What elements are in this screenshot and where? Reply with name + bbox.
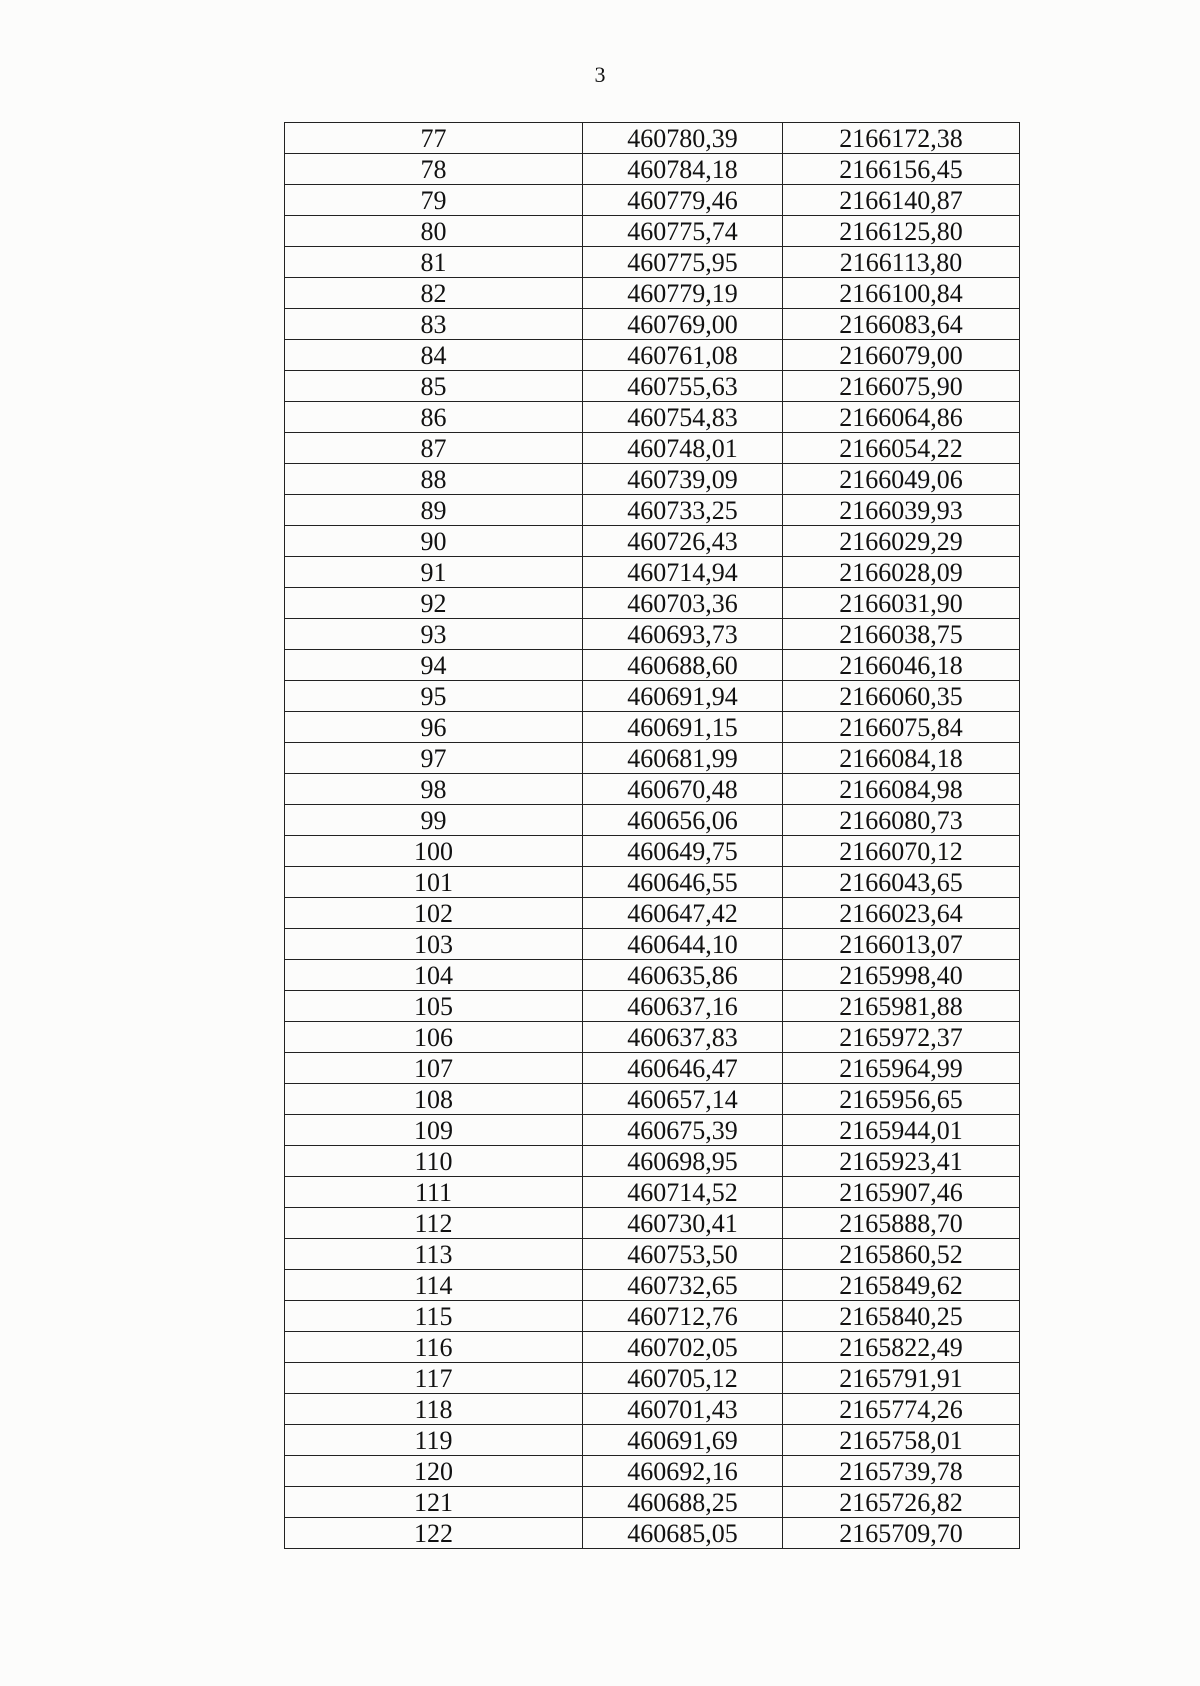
x-coordinate-cell: 460649,75 — [583, 836, 783, 867]
y-coordinate-cell: 2166083,64 — [783, 309, 1020, 340]
y-coordinate-cell: 2165774,26 — [783, 1394, 1020, 1425]
y-coordinate-cell: 2165791,91 — [783, 1363, 1020, 1394]
table-row — [285, 340, 1020, 371]
point-number-cell: 94 — [285, 650, 583, 681]
point-number-cell: 103 — [285, 929, 583, 960]
table-row — [285, 712, 1020, 743]
table-row — [285, 805, 1020, 836]
x-coordinate-cell: 460670,48 — [583, 774, 783, 805]
x-coordinate-cell: 460769,00 — [583, 309, 783, 340]
point-number-cell: 104 — [285, 960, 583, 991]
x-coordinate-cell: 460730,41 — [583, 1208, 783, 1239]
point-number-cell: 108 — [285, 1084, 583, 1115]
table-row — [285, 774, 1020, 805]
table-row — [285, 1239, 1020, 1270]
table-row — [285, 743, 1020, 774]
table-row — [285, 1208, 1020, 1239]
y-coordinate-cell: 2166049,06 — [783, 464, 1020, 495]
x-coordinate-cell: 460646,47 — [583, 1053, 783, 1084]
coordinates-table — [284, 122, 1020, 1549]
y-coordinate-cell: 2166038,75 — [783, 619, 1020, 650]
y-coordinate-cell: 2166100,84 — [783, 278, 1020, 309]
table-row — [285, 154, 1020, 185]
y-coordinate-cell: 2166075,84 — [783, 712, 1020, 743]
point-number-cell: 102 — [285, 898, 583, 929]
point-number-cell: 86 — [285, 402, 583, 433]
y-coordinate-cell: 2166080,73 — [783, 805, 1020, 836]
point-number-cell: 83 — [285, 309, 583, 340]
point-number-cell: 116 — [285, 1332, 583, 1363]
table-row — [285, 1146, 1020, 1177]
table-row — [285, 1363, 1020, 1394]
x-coordinate-cell: 460656,06 — [583, 805, 783, 836]
x-coordinate-cell: 460754,83 — [583, 402, 783, 433]
point-number-cell: 95 — [285, 681, 583, 712]
y-coordinate-cell: 2166023,64 — [783, 898, 1020, 929]
point-number-cell: 93 — [285, 619, 583, 650]
point-number-cell: 120 — [285, 1456, 583, 1487]
point-number-cell: 107 — [285, 1053, 583, 1084]
point-number-cell: 81 — [285, 247, 583, 278]
table-row — [285, 464, 1020, 495]
table-row — [285, 898, 1020, 929]
x-coordinate-cell: 460703,36 — [583, 588, 783, 619]
table-row — [285, 1301, 1020, 1332]
x-coordinate-cell: 460688,60 — [583, 650, 783, 681]
y-coordinate-cell: 2166039,93 — [783, 495, 1020, 526]
y-coordinate-cell: 2165972,37 — [783, 1022, 1020, 1053]
x-coordinate-cell: 460644,10 — [583, 929, 783, 960]
table-row — [285, 247, 1020, 278]
x-coordinate-cell: 460761,08 — [583, 340, 783, 371]
point-number-cell: 88 — [285, 464, 583, 495]
table-row — [285, 1518, 1020, 1549]
y-coordinate-cell: 2166043,65 — [783, 867, 1020, 898]
point-number-cell: 122 — [285, 1518, 583, 1549]
point-number-cell: 96 — [285, 712, 583, 743]
y-coordinate-cell: 2166084,18 — [783, 743, 1020, 774]
coordinates-table-body — [285, 123, 1020, 1549]
x-coordinate-cell: 460753,50 — [583, 1239, 783, 1270]
table-row — [285, 495, 1020, 526]
y-coordinate-cell: 2165758,01 — [783, 1425, 1020, 1456]
table-row — [285, 1115, 1020, 1146]
table-row — [285, 1332, 1020, 1363]
y-coordinate-cell: 2166084,98 — [783, 774, 1020, 805]
x-coordinate-cell: 460637,83 — [583, 1022, 783, 1053]
x-coordinate-cell: 460780,39 — [583, 123, 783, 154]
x-coordinate-cell: 460714,94 — [583, 557, 783, 588]
y-coordinate-cell: 2166172,38 — [783, 123, 1020, 154]
table-row — [285, 650, 1020, 681]
table-row — [285, 402, 1020, 433]
table-row — [285, 1022, 1020, 1053]
point-number-cell: 114 — [285, 1270, 583, 1301]
x-coordinate-cell: 460705,12 — [583, 1363, 783, 1394]
x-coordinate-cell: 460779,19 — [583, 278, 783, 309]
point-number-cell: 90 — [285, 526, 583, 557]
x-coordinate-cell: 460702,05 — [583, 1332, 783, 1363]
x-coordinate-cell: 460681,99 — [583, 743, 783, 774]
x-coordinate-cell: 460688,25 — [583, 1487, 783, 1518]
point-number-cell: 105 — [285, 991, 583, 1022]
point-number-cell: 106 — [285, 1022, 583, 1053]
point-number-cell: 78 — [285, 154, 583, 185]
y-coordinate-cell: 2165739,78 — [783, 1456, 1020, 1487]
point-number-cell: 117 — [285, 1363, 583, 1394]
table-row — [285, 1425, 1020, 1456]
table-row — [285, 216, 1020, 247]
table-row — [285, 1456, 1020, 1487]
x-coordinate-cell: 460647,42 — [583, 898, 783, 929]
point-number-cell: 92 — [285, 588, 583, 619]
x-coordinate-cell: 460748,01 — [583, 433, 783, 464]
x-coordinate-cell: 460675,39 — [583, 1115, 783, 1146]
y-coordinate-cell: 2166029,29 — [783, 526, 1020, 557]
x-coordinate-cell: 460698,95 — [583, 1146, 783, 1177]
y-coordinate-cell: 2165822,49 — [783, 1332, 1020, 1363]
y-coordinate-cell: 2166070,12 — [783, 836, 1020, 867]
y-coordinate-cell: 2165849,62 — [783, 1270, 1020, 1301]
point-number-cell: 82 — [285, 278, 583, 309]
y-coordinate-cell: 2165956,65 — [783, 1084, 1020, 1115]
y-coordinate-cell: 2166113,80 — [783, 247, 1020, 278]
y-coordinate-cell: 2166075,90 — [783, 371, 1020, 402]
y-coordinate-cell: 2165709,70 — [783, 1518, 1020, 1549]
point-number-cell: 99 — [285, 805, 583, 836]
y-coordinate-cell: 2165944,01 — [783, 1115, 1020, 1146]
x-coordinate-cell: 460733,25 — [583, 495, 783, 526]
point-number-cell: 85 — [285, 371, 583, 402]
table-row — [285, 681, 1020, 712]
table-row — [285, 960, 1020, 991]
x-coordinate-cell: 460692,16 — [583, 1456, 783, 1487]
table-row — [285, 526, 1020, 557]
table-row — [285, 1053, 1020, 1084]
table-row — [285, 371, 1020, 402]
point-number-cell: 100 — [285, 836, 583, 867]
y-coordinate-cell: 2165860,52 — [783, 1239, 1020, 1270]
table-row — [285, 991, 1020, 1022]
x-coordinate-cell: 460732,65 — [583, 1270, 783, 1301]
point-number-cell: 112 — [285, 1208, 583, 1239]
point-number-cell: 111 — [285, 1177, 583, 1208]
x-coordinate-cell: 460701,43 — [583, 1394, 783, 1425]
x-coordinate-cell: 460712,76 — [583, 1301, 783, 1332]
table-row — [285, 433, 1020, 464]
table-row — [285, 619, 1020, 650]
point-number-cell: 109 — [285, 1115, 583, 1146]
point-number-cell: 97 — [285, 743, 583, 774]
table-row — [285, 1394, 1020, 1425]
y-coordinate-cell: 2166054,22 — [783, 433, 1020, 464]
table-row — [285, 929, 1020, 960]
x-coordinate-cell: 460691,69 — [583, 1425, 783, 1456]
table-row — [285, 1270, 1020, 1301]
point-number-cell: 84 — [285, 340, 583, 371]
point-number-cell: 80 — [285, 216, 583, 247]
x-coordinate-cell: 460657,14 — [583, 1084, 783, 1115]
y-coordinate-cell: 2166079,00 — [783, 340, 1020, 371]
y-coordinate-cell: 2166064,86 — [783, 402, 1020, 433]
point-number-cell: 98 — [285, 774, 583, 805]
point-number-cell: 118 — [285, 1394, 583, 1425]
point-number-cell: 91 — [285, 557, 583, 588]
table-row — [285, 1177, 1020, 1208]
y-coordinate-cell: 2165998,40 — [783, 960, 1020, 991]
table-row — [285, 278, 1020, 309]
x-coordinate-cell: 460635,86 — [583, 960, 783, 991]
page-number: 3 — [594, 62, 606, 87]
y-coordinate-cell: 2165840,25 — [783, 1301, 1020, 1332]
point-number-cell: 101 — [285, 867, 583, 898]
point-number-cell: 115 — [285, 1301, 583, 1332]
y-coordinate-cell: 2166013,07 — [783, 929, 1020, 960]
x-coordinate-cell: 460784,18 — [583, 154, 783, 185]
x-coordinate-cell: 460646,55 — [583, 867, 783, 898]
x-coordinate-cell: 460775,95 — [583, 247, 783, 278]
y-coordinate-cell: 2166028,09 — [783, 557, 1020, 588]
table-row — [285, 836, 1020, 867]
x-coordinate-cell: 460693,73 — [583, 619, 783, 650]
x-coordinate-cell: 460691,15 — [583, 712, 783, 743]
x-coordinate-cell: 460691,94 — [583, 681, 783, 712]
y-coordinate-cell: 2165888,70 — [783, 1208, 1020, 1239]
x-coordinate-cell: 460775,74 — [583, 216, 783, 247]
table-row — [285, 185, 1020, 216]
table-row — [285, 557, 1020, 588]
x-coordinate-cell: 460779,46 — [583, 185, 783, 216]
point-number-cell: 79 — [285, 185, 583, 216]
y-coordinate-cell: 2166156,45 — [783, 154, 1020, 185]
x-coordinate-cell: 460685,05 — [583, 1518, 783, 1549]
point-number-cell: 110 — [285, 1146, 583, 1177]
y-coordinate-cell: 2166125,80 — [783, 216, 1020, 247]
y-coordinate-cell: 2165964,99 — [783, 1053, 1020, 1084]
x-coordinate-cell: 460726,43 — [583, 526, 783, 557]
x-coordinate-cell: 460739,09 — [583, 464, 783, 495]
table-row — [285, 309, 1020, 340]
point-number-cell: 87 — [285, 433, 583, 464]
y-coordinate-cell: 2165923,41 — [783, 1146, 1020, 1177]
y-coordinate-cell: 2165907,46 — [783, 1177, 1020, 1208]
table-row — [285, 123, 1020, 154]
y-coordinate-cell: 2166060,35 — [783, 681, 1020, 712]
table-row — [285, 1084, 1020, 1115]
table-row — [285, 867, 1020, 898]
y-coordinate-cell: 2166046,18 — [783, 650, 1020, 681]
y-coordinate-cell: 2165726,82 — [783, 1487, 1020, 1518]
point-number-cell: 113 — [285, 1239, 583, 1270]
table-row — [285, 588, 1020, 619]
table-row — [285, 1487, 1020, 1518]
y-coordinate-cell: 2165981,88 — [783, 991, 1020, 1022]
y-coordinate-cell: 2166031,90 — [783, 588, 1020, 619]
y-coordinate-cell: 2166140,87 — [783, 185, 1020, 216]
point-number-cell: 89 — [285, 495, 583, 526]
point-number-cell: 77 — [285, 123, 583, 154]
x-coordinate-cell: 460714,52 — [583, 1177, 783, 1208]
point-number-cell: 119 — [285, 1425, 583, 1456]
x-coordinate-cell: 460637,16 — [583, 991, 783, 1022]
x-coordinate-cell: 460755,63 — [583, 371, 783, 402]
point-number-cell: 121 — [285, 1487, 583, 1518]
